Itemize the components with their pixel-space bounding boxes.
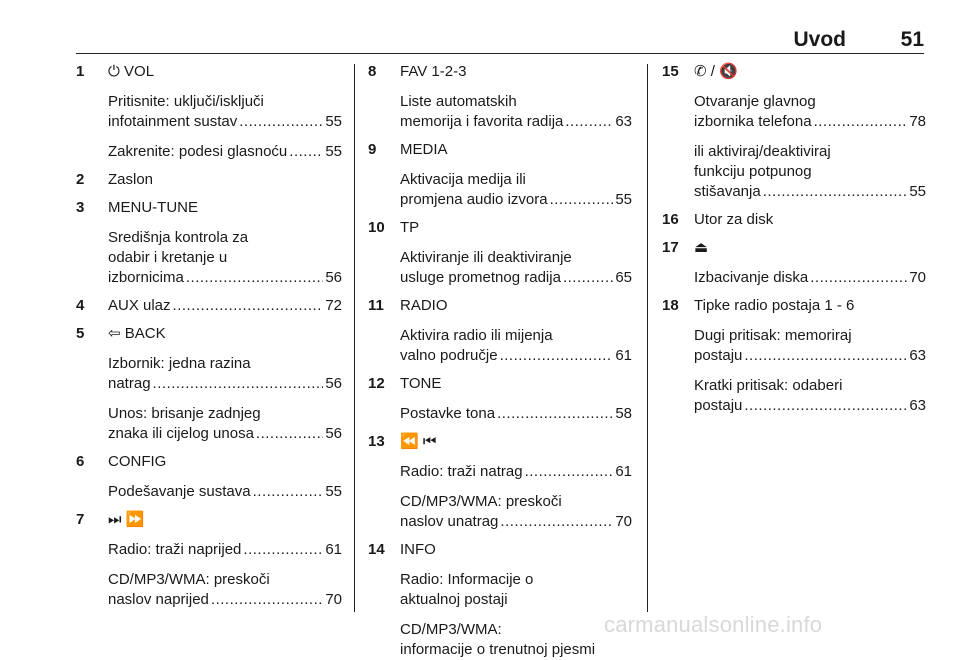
entry-text: CD/MP3/WMA:: [400, 621, 502, 638]
entry-text: Aktiviranje ili deaktiviranje: [400, 249, 572, 266]
item-number: 3: [76, 199, 85, 216]
entry-text: znaka ili cijelog unosa: [108, 425, 254, 442]
entry-text: odabir i kretanje u: [108, 249, 228, 266]
column-1: [76, 62, 342, 610]
item-label: CONFIG: [108, 453, 167, 470]
page-ref: 61: [615, 347, 632, 364]
entry-text: Dugi pritisak: memoriraj: [694, 327, 852, 344]
entry-text: ili aktiviraj/deaktiviraj: [694, 143, 831, 160]
item-entry: [400, 620, 632, 660]
page-ref: 63: [909, 347, 926, 364]
entry-text: Unos: brisanje zadnjeg: [108, 405, 261, 422]
column-2: [368, 62, 632, 660]
item-number: 15: [662, 63, 679, 80]
item-4: [76, 296, 342, 316]
item-6: [76, 452, 342, 502]
item-entry: [400, 404, 632, 424]
page-ref: 63: [909, 397, 926, 414]
page-ref: 61: [325, 541, 342, 558]
item-label: INFO: [400, 541, 436, 558]
item-number: 7: [76, 511, 85, 528]
item-17: [662, 238, 926, 288]
item-label: Zaslon: [108, 171, 154, 188]
page-ref: 55: [325, 143, 342, 160]
item-number: 2: [76, 171, 85, 188]
item-9: [368, 140, 632, 210]
phone-mute-icon: ✆ / 🔇: [694, 63, 738, 80]
entry-text: Aktivacija medija ili: [400, 171, 526, 188]
entry-text: promjena audio izvora: [400, 191, 548, 208]
item-entry: [694, 142, 926, 202]
entry-text: Aktivira radio ili mijenja: [400, 327, 553, 344]
entry-text: naslov unatrag: [400, 513, 499, 530]
entry-text: izbornika telefona: [694, 113, 812, 130]
item-entry: [108, 482, 342, 502]
page-ref: 56: [325, 269, 342, 286]
entry-text: Pritisnite: uključi/isključi: [108, 93, 264, 110]
item-entry: [400, 570, 632, 610]
back-arrow-icon: ⇦: [108, 325, 121, 342]
entry-text: Radio: traži natrag: [400, 463, 523, 480]
column-3: [662, 62, 926, 416]
item-label: BACK: [120, 325, 166, 342]
entry-text: aktualnoj postaji: [400, 591, 508, 608]
entry-text: funkciju potpunog: [694, 163, 812, 180]
item-number: 10: [368, 219, 385, 236]
item-11: [368, 296, 632, 366]
item-16: [662, 210, 926, 230]
item-entry: [400, 462, 632, 482]
entry-text: usluge prometnog radija: [400, 269, 561, 286]
item-15: [662, 62, 926, 202]
page-ref: 70: [909, 269, 926, 286]
item-number: 16: [662, 211, 679, 228]
item-7: [76, 510, 342, 610]
entry-text: Liste automatskih: [400, 93, 517, 110]
item-entry: [400, 492, 632, 532]
page-ref: 55: [909, 183, 926, 200]
entry-text: infotainment sustav: [108, 113, 238, 130]
page-ref: 65: [615, 269, 632, 286]
entry-text: CD/MP3/WMA: preskoči: [108, 571, 270, 588]
header-rule: [76, 53, 924, 54]
page-ref: 55: [325, 483, 342, 500]
item-1: [76, 62, 342, 162]
item-label: FAV 1-2-3: [400, 63, 467, 80]
entry-text: Izbacivanje diska: [694, 269, 809, 286]
page-ref: 78: [909, 113, 926, 130]
page-number: 51: [900, 28, 924, 51]
page-title: Uvod: [793, 28, 846, 51]
item-label: TONE: [400, 375, 442, 392]
entry-text: naslov naprijed: [108, 591, 209, 608]
item-label: AUX ulaz: [108, 297, 171, 314]
entry-text: izbornicima: [108, 269, 184, 286]
item-entry: [108, 142, 342, 162]
power-icon: ⏻: [108, 63, 120, 80]
item-number: 11: [368, 297, 384, 314]
item-10: [368, 218, 632, 288]
item-number: 13: [368, 433, 385, 450]
page-ref: 72: [325, 297, 342, 314]
item-number: 12: [368, 375, 385, 392]
item-entry: [108, 540, 342, 560]
item-entry: [400, 326, 632, 366]
entry-text: Zakrenite: podesi glasnoću: [108, 143, 288, 160]
page-ref: 70: [325, 591, 342, 608]
entry-text: Postavke tona: [400, 405, 496, 422]
item-label: MENU-TUNE: [108, 199, 198, 216]
item-number: 14: [368, 541, 385, 558]
page-ref: 61: [615, 463, 632, 480]
column-divider-2: [647, 64, 648, 612]
item-number: 9: [368, 141, 377, 158]
item-entry: [108, 354, 342, 394]
entry-text: Podešavanje sustava: [108, 483, 251, 500]
item-number: 6: [76, 453, 85, 470]
item-entry: [694, 268, 926, 288]
entry-text: memorija i favorita radija: [400, 113, 564, 130]
watermark: carmanualsonline.info: [604, 612, 823, 637]
page-ref: 55: [615, 191, 632, 208]
page-ref: 70: [615, 513, 632, 530]
page-ref: 56: [325, 425, 342, 442]
entry-text: natrag: [108, 375, 151, 392]
item-label: Utor za disk: [694, 211, 774, 228]
item-label: TP: [400, 219, 420, 236]
item-entry: [694, 376, 926, 416]
item-2: [76, 170, 342, 190]
page-ref: 63: [615, 113, 632, 130]
item-label: VOL: [119, 63, 155, 80]
item-entry: [108, 404, 342, 444]
item-entry: [108, 92, 342, 132]
item-8: [368, 62, 632, 132]
entry-text: postaju: [694, 347, 743, 364]
page-ref: 56: [325, 375, 342, 392]
seek-back-icon: ⏪ ⏮: [400, 433, 437, 450]
item-number: 5: [76, 325, 85, 342]
page-ref: 55: [325, 113, 342, 130]
item-label: Tipke radio postaja 1 - 6: [694, 297, 855, 314]
item-12: [368, 374, 632, 424]
item-entry: [400, 170, 632, 210]
item-14: [368, 540, 632, 660]
entry-text: valno područje: [400, 347, 498, 364]
entry-text: postaju: [694, 397, 743, 414]
entry-text: Izbornik: jedna razina: [108, 355, 251, 372]
item-13: [368, 432, 632, 532]
entry-text: informacije o trenutnoj pjesmi: [400, 641, 596, 658]
seek-forward-icon: ⏭ ⏩: [108, 511, 145, 528]
item-label: RADIO: [400, 297, 448, 314]
item-entry: [108, 228, 342, 288]
page-ref: 58: [615, 405, 632, 422]
item-entry: [400, 248, 632, 288]
column-divider-1: [354, 64, 355, 612]
item-number: 17: [662, 239, 679, 256]
item-label: MEDIA: [400, 141, 448, 158]
eject-icon: ⏏: [694, 239, 709, 256]
item-3: [76, 198, 342, 288]
item-18: [662, 296, 926, 416]
item-number: 18: [662, 297, 679, 314]
entry-text: Radio: traži naprijed: [108, 541, 242, 558]
entry-text: Središnja kontrola za: [108, 229, 249, 246]
entry-text: Otvaranje glavnog: [694, 93, 816, 110]
page-header: [76, 26, 924, 52]
item-5: [76, 324, 342, 444]
item-entry: [400, 92, 632, 132]
item-entry: [108, 570, 342, 610]
item-number: 1: [76, 63, 85, 80]
item-entry: [694, 92, 926, 132]
entry-text: Radio: Informacije o: [400, 571, 534, 588]
item-number: 8: [368, 63, 377, 80]
item-number: 4: [76, 297, 85, 314]
entry-text: stišavanja: [694, 183, 761, 200]
entry-text: Kratki pritisak: odaberi: [694, 377, 843, 394]
item-entry: [694, 326, 926, 366]
entry-text: CD/MP3/WMA: preskoči: [400, 493, 562, 510]
